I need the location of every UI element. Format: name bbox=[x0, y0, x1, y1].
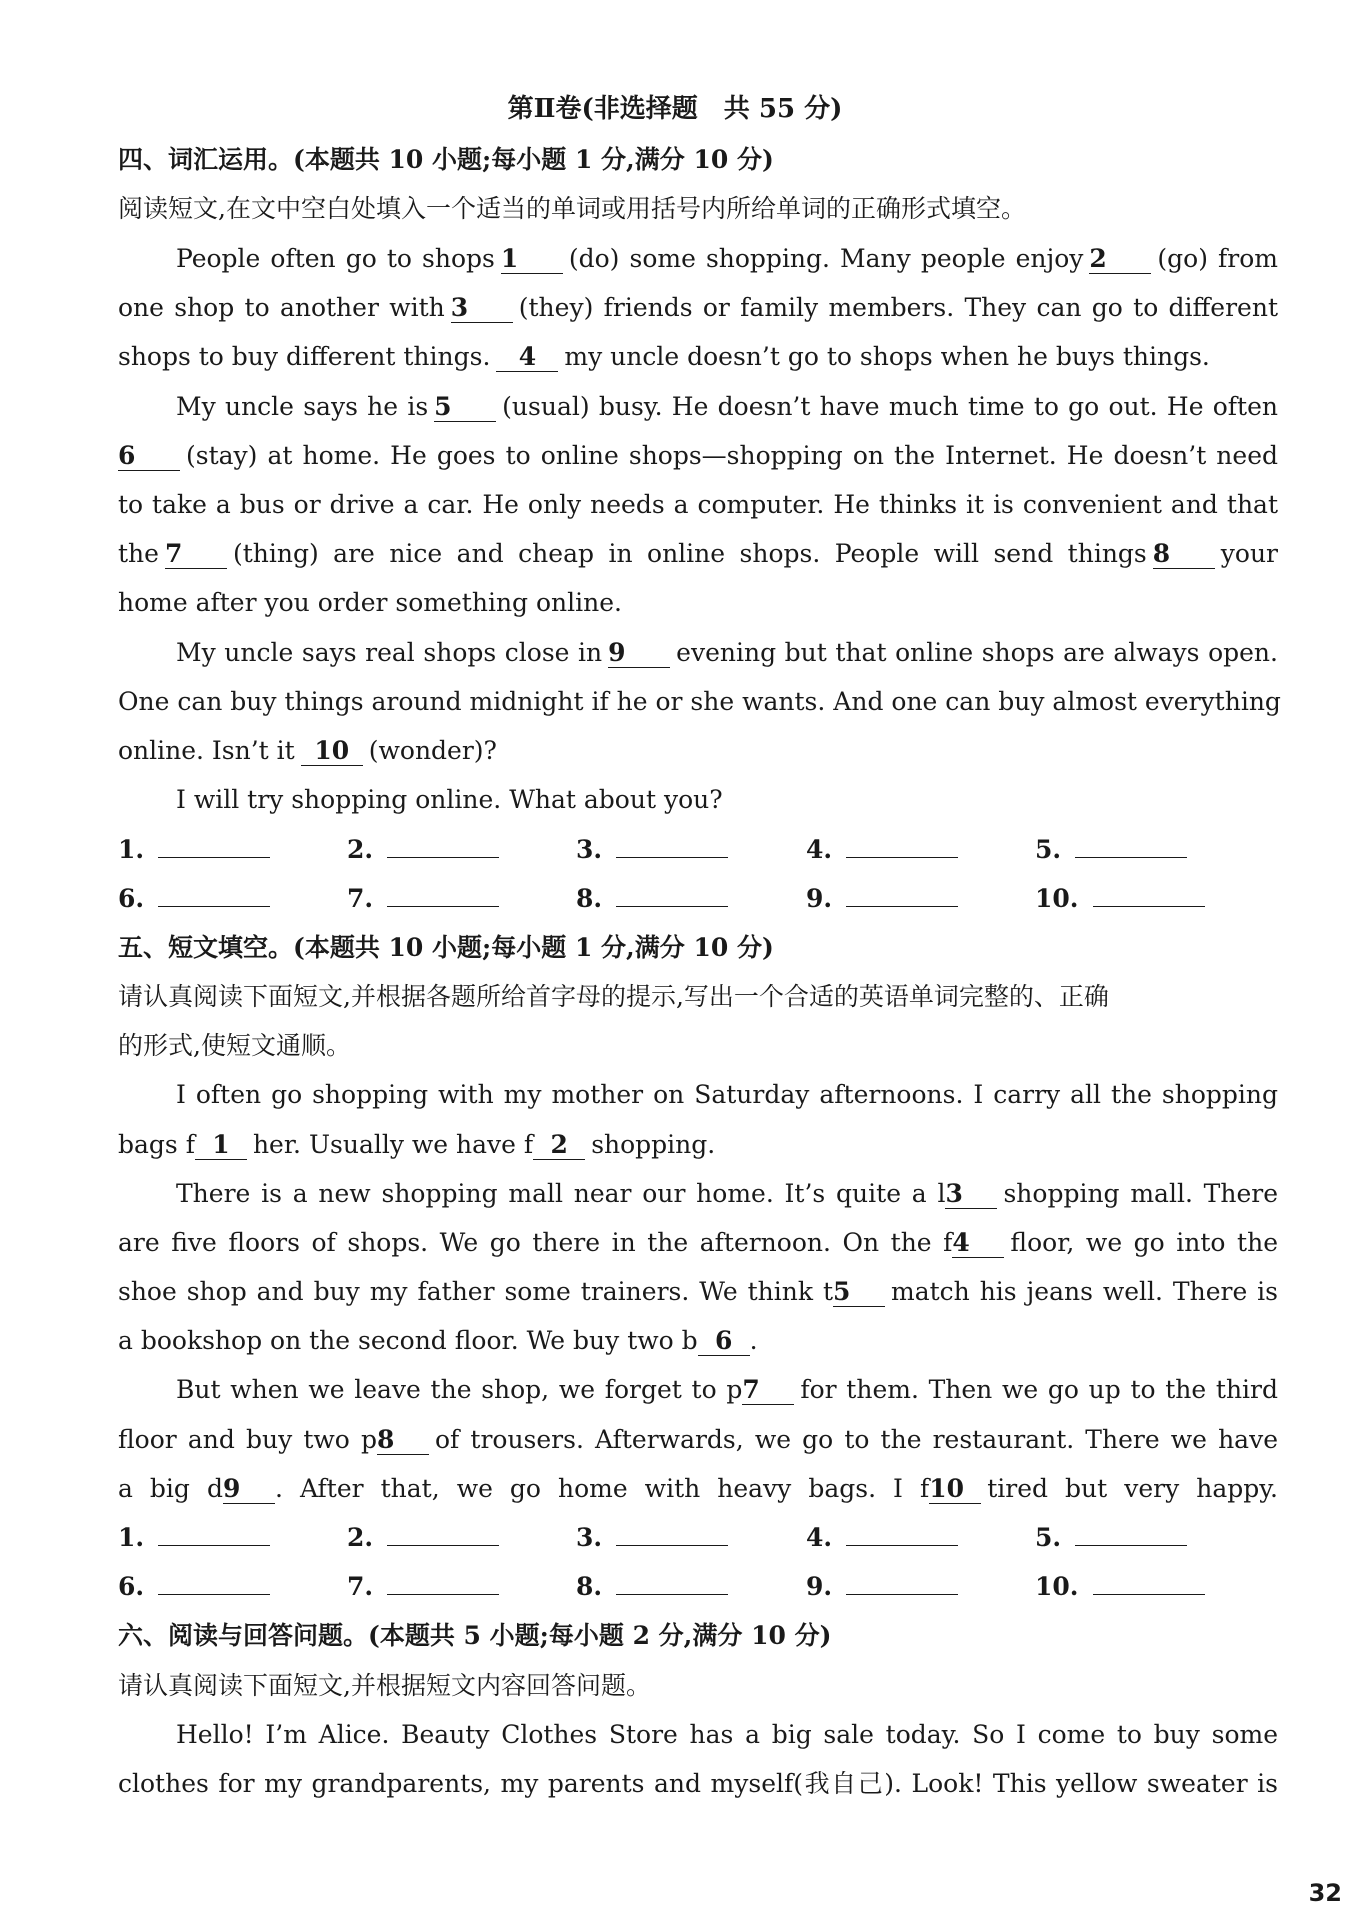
s4-line-6: to take a bus or drive a car. He only needs a computer. He thinks it is convenient and that bbox=[118, 490, 1278, 519]
s4-line-9 bbox=[118, 636, 1278, 670]
s4-answer-1[interactable] bbox=[118, 833, 270, 867]
text-seg: shoe shop and buy my father some trainers. We think t bbox=[118, 1277, 833, 1306]
s5-answer-8[interactable] bbox=[576, 1570, 728, 1604]
answer-num: 7. bbox=[347, 1572, 374, 1601]
answer-line[interactable] bbox=[158, 1521, 270, 1546]
answer-line[interactable] bbox=[846, 833, 958, 858]
s5-answer-1[interactable] bbox=[118, 1521, 270, 1555]
s5-line-5 bbox=[118, 1275, 1278, 1309]
s5-answer-6[interactable] bbox=[118, 1570, 270, 1604]
answer-line[interactable] bbox=[616, 1570, 728, 1595]
blank-3[interactable]: 3 bbox=[945, 1180, 997, 1209]
s5-line-1: I often go shopping with my mother on Saturday afternoons. I carry all the shopping bbox=[176, 1080, 1278, 1109]
text-seg: (they) friends or family members. They can go to different bbox=[518, 293, 1278, 322]
text-seg: evening but that online shops are always open. bbox=[676, 638, 1278, 667]
section5-instruction-2: 的形式,使短文通顺。 bbox=[118, 1031, 351, 1060]
text-seg: (usual) busy. He doesn’t have much time to go out. He often bbox=[502, 392, 1278, 421]
answer-line[interactable] bbox=[616, 833, 728, 858]
blank-4[interactable]: 4 bbox=[952, 1229, 1004, 1258]
s4-answer-9[interactable] bbox=[806, 882, 958, 916]
blank-6[interactable]: 6 bbox=[118, 442, 180, 471]
s4-line-2 bbox=[118, 291, 1278, 325]
s4-answer-8[interactable] bbox=[576, 882, 728, 916]
text-seg: are five floors of shops. We go there in the afternoon. On the f bbox=[118, 1228, 953, 1257]
answer-num: 8. bbox=[576, 884, 603, 913]
section6-instruction: 请认真阅读下面短文,并根据短文内容回答问题。 bbox=[118, 1671, 651, 1700]
answer-num: 10. bbox=[1035, 884, 1079, 913]
answer-num: 2. bbox=[347, 1523, 374, 1552]
answer-line[interactable] bbox=[158, 833, 270, 858]
answer-line[interactable] bbox=[158, 882, 270, 907]
blank-1[interactable]: 1 bbox=[195, 1131, 247, 1160]
text-seg: But when we leave the shop, we forget to p bbox=[176, 1375, 743, 1404]
s4-line-10: One can buy things around midnight if he or she wants. And one can buy almost everything bbox=[118, 687, 1281, 716]
s4-line-8: home after you order something online. bbox=[118, 588, 622, 617]
s5-answer-3[interactable] bbox=[576, 1521, 728, 1555]
s4-answer-4[interactable] bbox=[806, 833, 958, 867]
text-seg: My uncle says he is bbox=[176, 392, 429, 421]
s4-answer-2[interactable] bbox=[347, 833, 499, 867]
answer-line[interactable] bbox=[846, 882, 958, 907]
text-seg: her. Usually we have f bbox=[252, 1130, 534, 1159]
s4-line-7 bbox=[118, 537, 1278, 571]
s5-answer-2[interactable] bbox=[347, 1521, 499, 1555]
s4-line-1 bbox=[118, 242, 1278, 276]
answer-num: 9. bbox=[806, 1572, 833, 1601]
text-seg: of trousers. Afterwards, we go to the restaurant. There we have bbox=[434, 1425, 1278, 1454]
text-seg: shopping. bbox=[591, 1130, 716, 1159]
s5-line-4 bbox=[118, 1226, 1278, 1260]
s6-line-2: clothes for my grandparents, my parents and myself(我自己). Look! This yellow sweater is bbox=[118, 1769, 1278, 1798]
text-seg: the bbox=[118, 539, 159, 568]
blank-8[interactable]: 8 bbox=[1153, 540, 1215, 569]
answer-line[interactable] bbox=[1093, 882, 1205, 907]
blank-9[interactable]: 9 bbox=[608, 639, 670, 668]
answer-num: 6. bbox=[118, 1572, 145, 1601]
text-seg: floor and buy two p bbox=[118, 1425, 377, 1454]
answer-line[interactable] bbox=[1075, 1521, 1187, 1546]
blank-2[interactable]: 2 bbox=[533, 1131, 585, 1160]
text-seg: tired but very happy. bbox=[987, 1474, 1278, 1503]
blank-1[interactable]: 1 bbox=[501, 245, 563, 274]
section4-title-text: 四、词汇运用。(本题共 10 小题;每小题 1 分,满分 10 分) bbox=[118, 145, 774, 174]
text-seg: shops to buy different things. bbox=[118, 342, 491, 371]
page-number: 32 bbox=[1308, 1879, 1342, 1907]
answer-line[interactable] bbox=[387, 1570, 499, 1595]
s5-answer-5[interactable] bbox=[1035, 1521, 1187, 1555]
text-seg: (do) some shopping. Many people enjoy bbox=[568, 244, 1084, 273]
answer-line[interactable] bbox=[616, 882, 728, 907]
section6-title bbox=[118, 1619, 1278, 1653]
blank-5[interactable]: 5 bbox=[434, 393, 496, 422]
section5-title bbox=[118, 931, 1278, 965]
answer-num: 7. bbox=[347, 884, 374, 913]
blank-7[interactable]: 7 bbox=[165, 540, 227, 569]
s4-line-11 bbox=[118, 734, 1278, 768]
answer-num: 4. bbox=[806, 1523, 833, 1552]
section5-instruction-1: 请认真阅读下面短文,并根据各题所给首字母的提示,写出一个合适的英语单词完整的、正确 bbox=[118, 982, 1109, 1011]
section6-title-text: 六、阅读与回答问题。(本题共 5 小题;每小题 2 分,满分 10 分) bbox=[118, 1621, 832, 1650]
answer-num: 5. bbox=[1035, 835, 1062, 864]
text-seg: . After that, we go home with heavy bags. I f bbox=[274, 1474, 930, 1503]
answer-line[interactable] bbox=[158, 1570, 270, 1595]
header-text: 第Ⅱ卷(非选择题 共 55 分) bbox=[507, 94, 843, 124]
s5-line-6 bbox=[118, 1324, 1278, 1358]
s4-answer-6[interactable] bbox=[118, 882, 270, 916]
text-seg: for them. Then we go up to the third bbox=[800, 1375, 1278, 1404]
text-seg: bags f bbox=[118, 1130, 195, 1159]
s4-line-5 bbox=[118, 439, 1278, 473]
section4-title bbox=[118, 143, 1278, 177]
blank-5[interactable]: 5 bbox=[833, 1278, 885, 1307]
text-seg: (thing) are nice and cheap in online shops. People will send things bbox=[232, 539, 1147, 568]
text-seg: shopping mall. There bbox=[1003, 1179, 1278, 1208]
s4-line-12: I will try shopping online. What about you? bbox=[176, 785, 723, 814]
text-seg: There is a new shopping mall near our home. It’s quite a l bbox=[176, 1179, 946, 1208]
answer-num: 2. bbox=[347, 835, 374, 864]
text-seg: (stay) at home. He goes to online shops—shopping on the Internet. He doesn’t need bbox=[186, 441, 1278, 470]
s4-answer-10[interactable] bbox=[1035, 882, 1205, 916]
text-seg: (go) from bbox=[1157, 244, 1279, 273]
blank-10[interactable]: 10 bbox=[301, 737, 363, 766]
blank-4[interactable]: 4 bbox=[496, 343, 558, 372]
answer-line[interactable] bbox=[387, 833, 499, 858]
answer-num: 4. bbox=[806, 835, 833, 864]
text-seg: . bbox=[749, 1326, 758, 1355]
text-seg: your bbox=[1220, 539, 1278, 568]
text-seg: one shop to another with bbox=[118, 293, 445, 322]
text-seg: People often go to shops bbox=[176, 244, 495, 273]
answer-num: 6. bbox=[118, 884, 145, 913]
answer-line[interactable] bbox=[846, 1521, 958, 1546]
answer-num: 10. bbox=[1035, 1572, 1079, 1601]
text-seg: online. Isn’t it bbox=[118, 736, 295, 765]
answer-num: 8. bbox=[576, 1572, 603, 1601]
blank-10[interactable]: 10 bbox=[929, 1475, 981, 1504]
s4-answer-5[interactable] bbox=[1035, 833, 1187, 867]
answer-line[interactable] bbox=[387, 882, 499, 907]
answer-line[interactable] bbox=[387, 1521, 499, 1546]
section5-title-text: 五、短文填空。(本题共 10 小题;每小题 1 分,满分 10 分) bbox=[118, 933, 774, 962]
answer-num: 9. bbox=[806, 884, 833, 913]
text-seg: (wonder)? bbox=[368, 736, 497, 765]
s5-answer-4[interactable] bbox=[806, 1521, 958, 1555]
answer-num: 3. bbox=[576, 835, 603, 864]
s4-answer-7[interactable] bbox=[347, 882, 499, 916]
blank-9[interactable]: 9 bbox=[223, 1475, 275, 1504]
blank-6[interactable]: 6 bbox=[698, 1327, 750, 1356]
s5-line-8 bbox=[118, 1423, 1278, 1457]
s5-line-2 bbox=[118, 1128, 1278, 1162]
s5-answer-7[interactable] bbox=[347, 1570, 499, 1604]
s5-answer-9[interactable] bbox=[806, 1570, 958, 1604]
text-seg: a bookshop on the second floor. We buy two b bbox=[118, 1326, 698, 1355]
answer-line[interactable] bbox=[1075, 833, 1187, 858]
text-seg: floor, we go into the bbox=[1010, 1228, 1278, 1257]
s4-line-4 bbox=[118, 390, 1278, 424]
blank-2[interactable]: 2 bbox=[1089, 245, 1151, 274]
s5-answer-10[interactable] bbox=[1035, 1570, 1205, 1604]
answer-num: 1. bbox=[118, 835, 145, 864]
answer-num: 5. bbox=[1035, 1523, 1062, 1552]
s6-line-1: Hello! I’m Alice. Beauty Clothes Store has a big sale today. So I come to buy some bbox=[176, 1720, 1278, 1749]
answer-line[interactable] bbox=[846, 1570, 958, 1595]
s4-answer-3[interactable] bbox=[576, 833, 728, 867]
section4-instruction: 阅读短文,在文中空白处填入一个适当的单词或用括号内所给单词的正确形式填空。 bbox=[118, 194, 1026, 223]
answer-num: 3. bbox=[576, 1523, 603, 1552]
section-header bbox=[0, 92, 1350, 126]
blank-7[interactable]: 7 bbox=[742, 1376, 794, 1405]
text-seg: a big d bbox=[118, 1474, 223, 1503]
answer-line[interactable] bbox=[616, 1521, 728, 1546]
answer-line[interactable] bbox=[1093, 1570, 1205, 1595]
s5-line-3 bbox=[118, 1177, 1278, 1211]
s5-line-9 bbox=[118, 1472, 1278, 1506]
blank-3[interactable]: 3 bbox=[451, 294, 513, 323]
blank-8[interactable]: 8 bbox=[377, 1426, 429, 1455]
s4-line-3 bbox=[118, 340, 1278, 374]
text-seg: match his jeans well. There is bbox=[891, 1277, 1278, 1306]
s5-line-7 bbox=[118, 1373, 1278, 1407]
text-seg: My uncle says real shops close in bbox=[176, 638, 603, 667]
text-seg: my uncle doesn’t go to shops when he buys things. bbox=[564, 342, 1210, 371]
answer-num: 1. bbox=[118, 1523, 145, 1552]
